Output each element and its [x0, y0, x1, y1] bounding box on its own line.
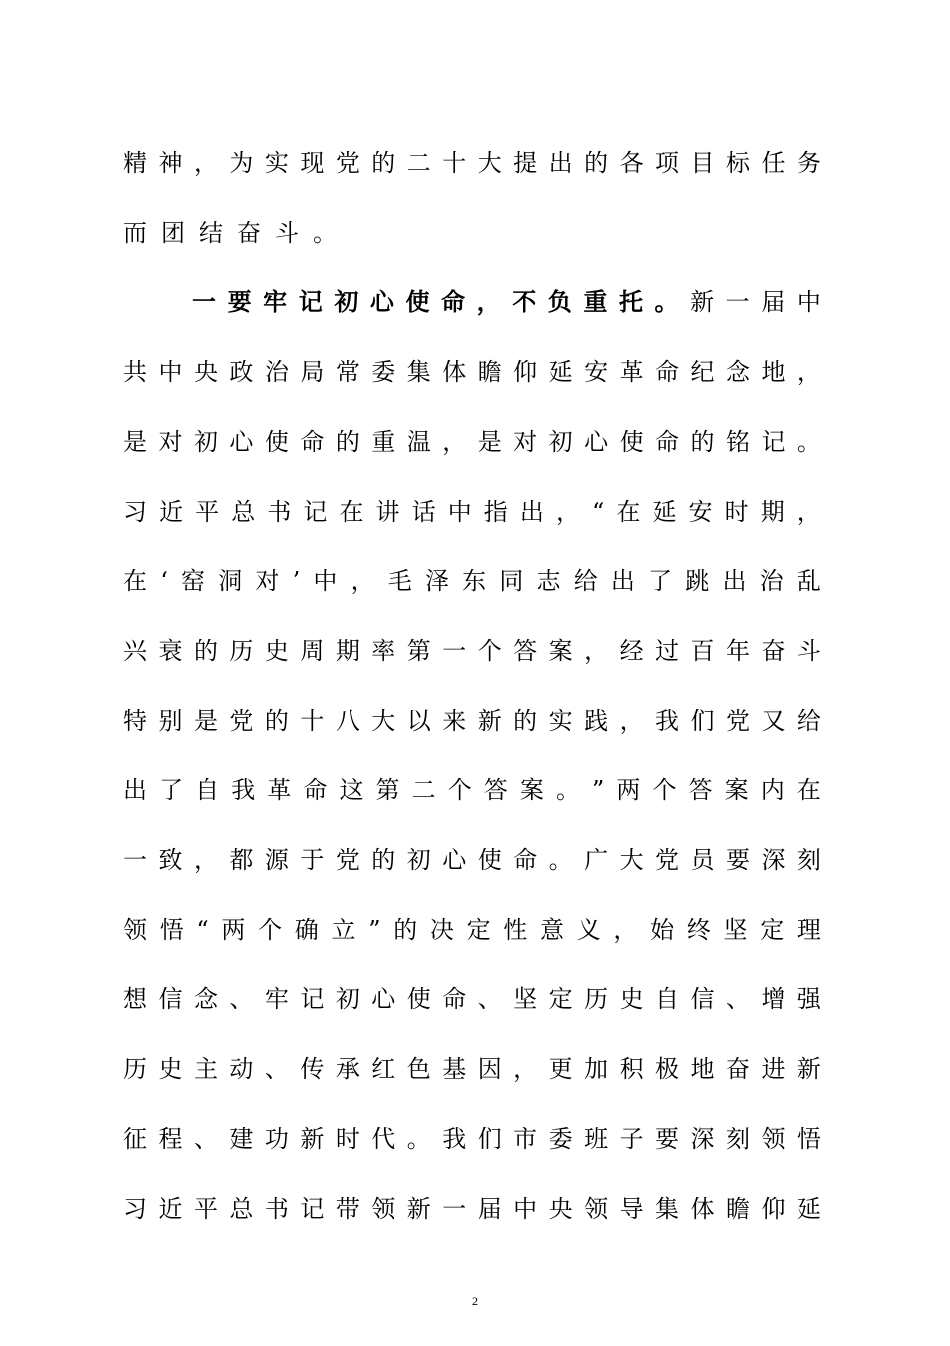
text-line: 习 近 平 总 书 记 在 讲 话 中 指 出 ， “ 在 延 安 时 期 ， [123, 498, 821, 526]
text-line: 习 近 平 总 书 记 带 领 新 一 届 中 央 领 导 集 体 瞻 仰 延 [123, 1195, 821, 1223]
text-line: 历 史 主 动 、 传 承 红 色 基 因 ， 更 加 积 极 地 奋 进 新 [123, 1055, 821, 1083]
text-line: 出 了 自 我 革 命 这 第 二 个 答 案 。 ” 两 个 答 案 内 在 [123, 776, 821, 804]
text-line: 而团结奋斗。 [123, 219, 351, 247]
text-line: 在 ‘ 窑 洞 对 ’ 中 ， 毛 泽 东 同 志 给 出 了 跳 出 治 乱 [123, 567, 821, 595]
text-line: 共 中 央 政 治 局 常 委 集 体 瞻 仰 延 安 革 命 纪 念 地 ， [123, 358, 821, 386]
page-number: 2 [472, 1294, 478, 1308]
text-line: 兴 衰 的 历 史 周 期 率 第 一 个 答 案 ， 经 过 百 年 奋 斗 [123, 637, 821, 665]
text-line: 是 对 初 心 使 命 的 重 温 ， 是 对 初 心 使 命 的 铭 记 。 [123, 428, 821, 456]
text-line: 一 致 ， 都 源 于 党 的 初 心 使 命 。 广 大 党 员 要 深 刻 [123, 846, 821, 874]
text-line: 精 神 ， 为 实 现 党 的 二 十 大 提 出 的 各 项 目 标 任 务 [123, 149, 821, 177]
text-line: 领 悟 “ 两 个 确 立 ” 的 决 定 性 意 义 ， 始 终 坚 定 理 [123, 916, 821, 944]
text-line: 征 程 、 建 功 新 时 代 。 我 们 市 委 班 子 要 深 刻 领 悟 [123, 1125, 821, 1153]
text-line: 特 别 是 党 的 十 八 大 以 来 新 的 实 践 ， 我 们 党 又 给 [123, 707, 821, 735]
text-line: 想 信 念 、 牢 记 初 心 使 命 、 坚 定 历 史 自 信 、 增 强 [123, 985, 821, 1013]
text-line: 一 要 牢 记 初 心 使 命 ， 不 负 重 托 。 新 一 届 中 [192, 287, 821, 316]
